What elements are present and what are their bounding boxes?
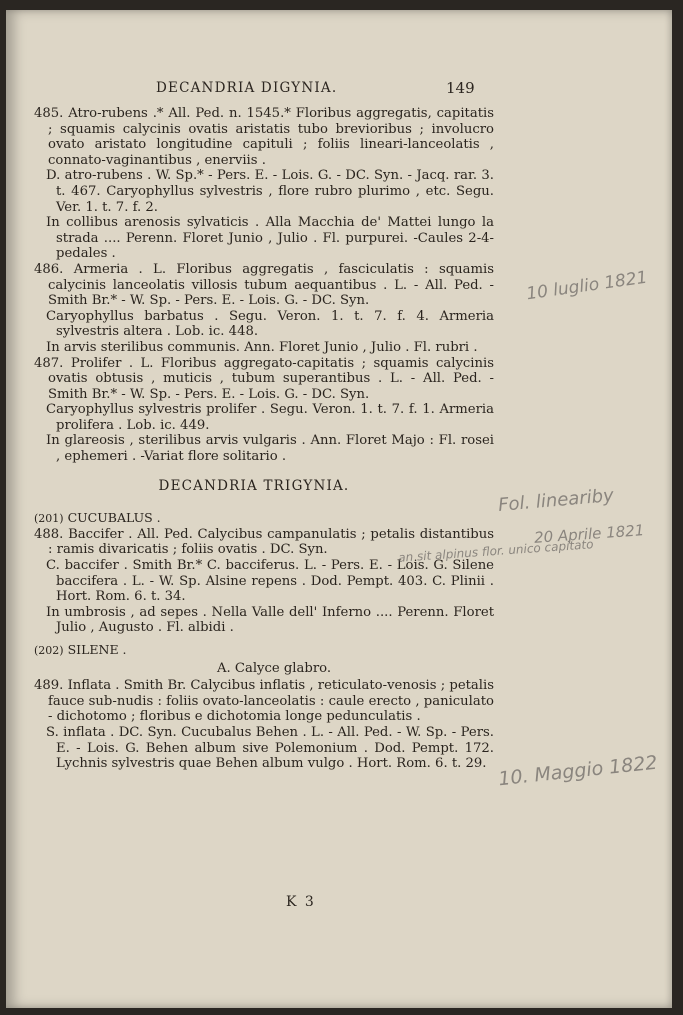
handwritten-note-date: 10 luglio 1821 <box>525 267 649 305</box>
genus-name: SILENE . <box>67 642 127 657</box>
handwritten-note-remark: an sit alpinus flor. unico capitato <box>397 537 594 565</box>
entry-488-habitat: In umbrosis , ad sepes . Nella Valle dell' Inferno .... Perenn. Floret Julio , Augusto . Fl. albidi . <box>46 604 494 636</box>
entry-489-description: 489. Inflata . Smith Br. Calycibus inflatis , reticulato-venosis ; petalis fauce sub-nudis : foliis ovato-lanceolatis : caule erecto , paniculato - dichotomo ; floribus e dichotomia longe pedunculatis . <box>34 678 494 725</box>
entry-488-description: 488. Baccifer . All. Ped. Calycibus campanulatis ; petalis distantibus : ramis divaricatis ; foliis ovatis . DC. Syn. <box>34 526 494 558</box>
signature-mark: K 3 <box>286 894 316 910</box>
handwritten-note-fol: Fol. lineariby <box>497 484 615 517</box>
running-header <box>6 74 672 98</box>
entry-487-description: 487. Prolifer . L. Floribus aggregato-capitatis ; squamis calycinis ovatis obtusis , muticis , tubum superantibus . L. - All. Ped. - Smith Br.* - W. Sp. - Pers. E. - Lois. G. - DC. Syn. <box>34 355 494 402</box>
entry-485-description: 485. Atro-rubens .* All. Ped. n. 1545.* Floribus aggregatis, capitatis ; squamis calycinis ovatis aristatis tubo brevioribus ; involucro ovato aristato longitudine capituli ; foliis lineari-lanceolatis , connato-vaginantibus , enerviis . <box>34 106 494 168</box>
entry-489-synonyms: S. inflata . DC. Syn. Cucubalus Behen . L. - All. Ped. - W. Sp. - Pers. E. - Lois. G. Behen album sive Polemonium . Dod. Pempt. 172. Lychnis sylvestris quae Behen album vulgo . Hort. Rom. 6. t. 29. <box>46 724 494 772</box>
genus-cucubalus <box>34 510 494 527</box>
entry-486-habitat: In arvis sterilibus communis. Ann. Floret Junio , Julio . Fl. rubri . <box>46 339 478 355</box>
entry-485-habitat: In collibus arenosis sylvaticis . Alla Macchia de' Mattei lungo la strada .... Perenn. Floret Junio , Julio . Fl. purpurei. -Caules 2-4-pedales . <box>46 215 494 262</box>
genus-number: (202) <box>34 644 64 657</box>
entry-486-synonyms: Caryophyllus barbatus . Segu. Veron. 1. t. 7. f. 4. Armeria sylvestris altera . Lob. ic. 448. <box>46 308 494 340</box>
handwritten-note-date: 20 Aprile 1821 <box>533 521 645 547</box>
page-body <box>34 106 494 772</box>
page-number: 149 <box>446 79 475 97</box>
genus-number: (201) <box>34 512 64 526</box>
book-page <box>6 10 672 1008</box>
entry-486-description: 486. Armeria . L. Floribus aggregatis , fasciculatis : squamis calycinis lanceolatis villosis tubum aequantibus . L. - All. Ped. - Smith Br.* - W. Sp. - Pers. E. - Lois. G. - DC. Syn. <box>34 261 494 309</box>
running-title: DECANDRIA DIGYNIA. <box>156 80 338 96</box>
entry-487-habitat: In glareosis , sterilibus arvis vulgaris . Ann. Floret Majo : Fl. rosei , ephemeri . -Variat flore solitario . <box>46 433 494 465</box>
entry-488-synonyms: C. baccifer . Smith Br.* C. bacciferus. L. - Pers. E. - Lois. G. Silene baccifera . L. - W. Sp. Alsine repens . Dod. Pempt. 403. C. Plinii . Hort. Rom. 6. t. 34. <box>46 558 494 605</box>
genus-name: CUCUBALUS . <box>67 510 161 526</box>
entry-487-synonyms: Caryophyllus sylvestris prolifer . Segu. Veron. 1. t. 7. f. 1. Armeria prolifera . Lob. ic. 449. <box>46 402 494 433</box>
entry-485-synonyms: D. atro-rubens . W. Sp.* - Pers. E. - Lois. G. - DC. Syn. - Jacq. rar. 3. t. 467. Caryophyllus sylvestris , flore rubro plurimo , etc. Segu. Ver. 1. t. 7. f. 2. <box>46 168 494 215</box>
subheading-calyce-glabro: A. Calyce glabro. <box>216 660 332 676</box>
handwritten-note-date: 10. Maggio 1822 <box>497 751 659 791</box>
genus-silene <box>34 642 494 659</box>
section-title-trigynia: DECANDRIA TRIGYNIA. <box>158 477 350 494</box>
